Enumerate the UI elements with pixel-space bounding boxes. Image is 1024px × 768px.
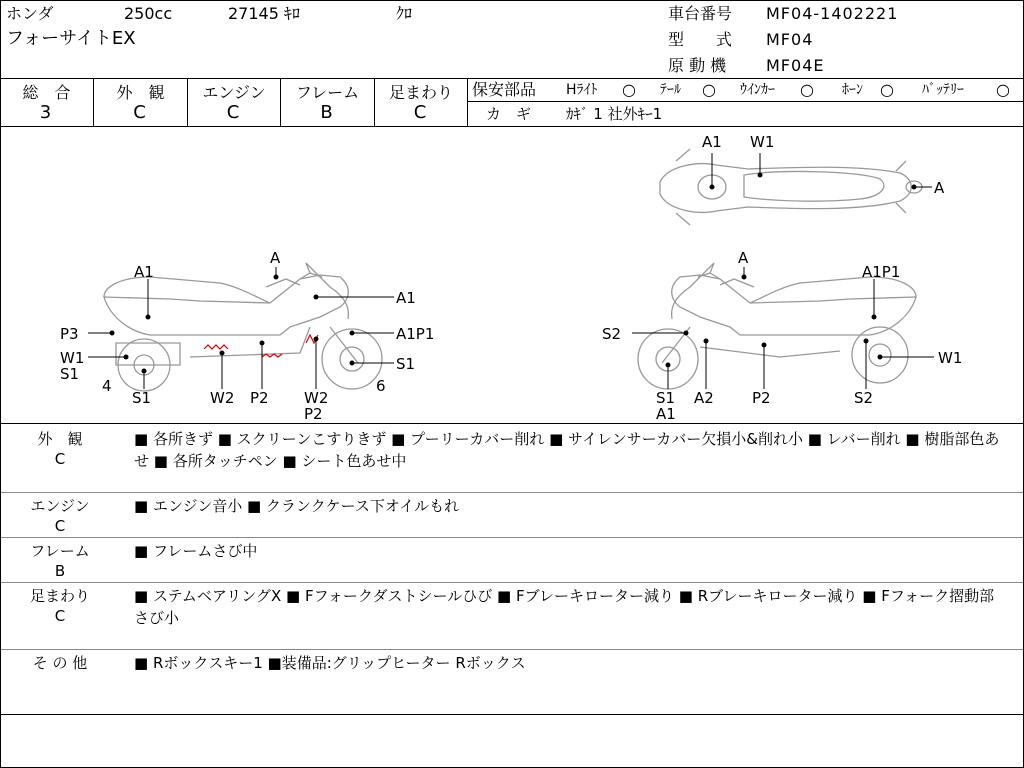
- grade-label: 総 合: [22, 83, 71, 102]
- diagram-label: W1: [60, 349, 85, 367]
- grade-engine: [188, 78, 281, 126]
- diagram-label: A1P1: [862, 263, 901, 281]
- safety-tail-mark: ○: [702, 80, 716, 99]
- note-grade: B: [54, 562, 66, 580]
- displacement: 250cc: [124, 4, 173, 23]
- note-category: そ の 他: [32, 654, 88, 672]
- note-category: 足まわり: [29, 587, 90, 605]
- note-text: ■ フレームさび中: [134, 542, 258, 560]
- diagram-label: S1: [132, 389, 152, 407]
- maker: ホンダ: [6, 4, 54, 23]
- note-row-engine: [0, 493, 1024, 538]
- safety-winker-mark: ○: [800, 80, 814, 99]
- safety-winker: ｳｲﾝｶｰ: [740, 82, 775, 98]
- diagram-label: S1: [396, 355, 416, 373]
- diagram-label: P2: [752, 389, 771, 407]
- note-row-other: [0, 650, 1024, 715]
- grade-value: 3: [39, 102, 54, 123]
- safety-divider: [468, 101, 1024, 102]
- diagram-label: A: [934, 179, 945, 197]
- diagram-label: A: [738, 249, 749, 267]
- grade-value: C: [226, 102, 242, 123]
- safety-horn-mark: ○: [880, 80, 894, 99]
- scooter-diagrams: [0, 127, 1024, 423]
- grade-grid: [0, 78, 1024, 127]
- diagram-label: S1: [60, 365, 80, 383]
- note-grade: C: [54, 607, 66, 625]
- key-label: カ ギ: [486, 105, 532, 123]
- diagram-label: A1P1: [396, 325, 435, 343]
- frame-number-value: MF04-1402221: [766, 4, 899, 23]
- note-text: ■ ステムベアリングX ■ Fフォークダストシールひび ■ Fブレーキローター減り ■ Rブレーキローター減り ■ Fフォーク摺動部さび小: [134, 587, 995, 627]
- damage-diagram: [0, 127, 1024, 424]
- grade-value: B: [320, 102, 335, 123]
- diagram-label: W2: [304, 389, 329, 407]
- engine-type-label: 原 動 機: [668, 56, 727, 75]
- diagram-label: A: [270, 249, 281, 267]
- safety-battery: ﾊﾞｯﾃﾘｰ: [922, 82, 964, 98]
- mileage: 27145 ｷﾛ: [228, 4, 300, 23]
- diagram-label: P3: [60, 325, 79, 343]
- note-row-frame: [0, 538, 1024, 583]
- note-grade: C: [54, 450, 66, 468]
- top-view-scooter: [660, 149, 922, 225]
- note-category: フレーム: [30, 542, 90, 560]
- model-name: フォーサイトEX: [6, 28, 136, 49]
- note-row-exterior: [0, 424, 1024, 493]
- note-text: ■ エンジン音小 ■ クランクケース下オイルもれ: [134, 497, 460, 515]
- inspection-notes: [0, 424, 1024, 768]
- diagram-label: A1: [656, 405, 676, 423]
- diagram-label: W2: [210, 389, 235, 407]
- diagram-label: 4: [102, 377, 112, 395]
- grade-label: 外 観: [116, 83, 165, 102]
- safety-label: 保安部品: [472, 80, 537, 99]
- scratch-mark: [204, 345, 228, 349]
- header: [0, 0, 1024, 79]
- diagram-label: P2: [250, 389, 269, 407]
- safety-headlight-mark: ○: [622, 80, 636, 99]
- grade-overall: [0, 78, 94, 126]
- color: ｸﾛ: [396, 4, 413, 23]
- note-row-suspension: [0, 583, 1024, 650]
- diagram-label: A1: [396, 289, 416, 307]
- frame-number-label: 車台番号: [668, 4, 733, 23]
- grade-value: C: [133, 102, 148, 123]
- engine-type-value: MF04E: [766, 56, 825, 75]
- diagram-label: A1: [134, 263, 154, 281]
- safety-horn: ﾎｰﾝ: [842, 82, 863, 98]
- grade-exterior: [94, 78, 188, 126]
- safety-tail: ﾃｰﾙ: [660, 82, 681, 98]
- grade-suspension: [375, 78, 468, 126]
- diagram-label: W1: [938, 349, 963, 367]
- grade-value: C: [413, 102, 429, 123]
- diagram-label: A2: [694, 389, 714, 407]
- diagram-label: S2: [854, 389, 874, 407]
- type-value: MF04: [766, 30, 814, 49]
- note-grade: C: [54, 517, 66, 535]
- note-text: ■ Rボックスキー1 ■装備品:グリップヒーター Rボックス: [134, 654, 526, 672]
- safety-battery-mark: ○: [996, 80, 1010, 99]
- key-value: ｶｷﾞ 1 社外ｷｰ1: [566, 105, 663, 123]
- diagram-label: P2: [304, 405, 323, 423]
- diagram-label: 6: [376, 377, 386, 395]
- safety-headlight: Hﾗｲﾄ: [566, 82, 598, 98]
- grade-label: 足まわり: [388, 83, 453, 102]
- note-category: 外 観: [37, 430, 83, 448]
- grade-label: エンジン: [202, 83, 266, 102]
- grade-label: フレーム: [295, 83, 360, 102]
- grade-frame: [281, 78, 375, 126]
- diagram-label: S2: [602, 325, 622, 343]
- diagram-label: W1: [750, 133, 775, 151]
- diagram-label: S1: [656, 389, 676, 407]
- type-label: 型 式: [668, 30, 733, 49]
- diagram-label: A1: [702, 133, 722, 151]
- note-text: ■ 各所きず ■ スクリーンこすりきず ■ プーリーカバー削れ ■ サイレンサーカバー欠損小&削れ小 ■ レバー削れ ■ 樹脂部色あせ ■ 各所タッチペン ■ シート色あせ中: [134, 430, 1000, 470]
- note-category: エンジン: [30, 497, 90, 515]
